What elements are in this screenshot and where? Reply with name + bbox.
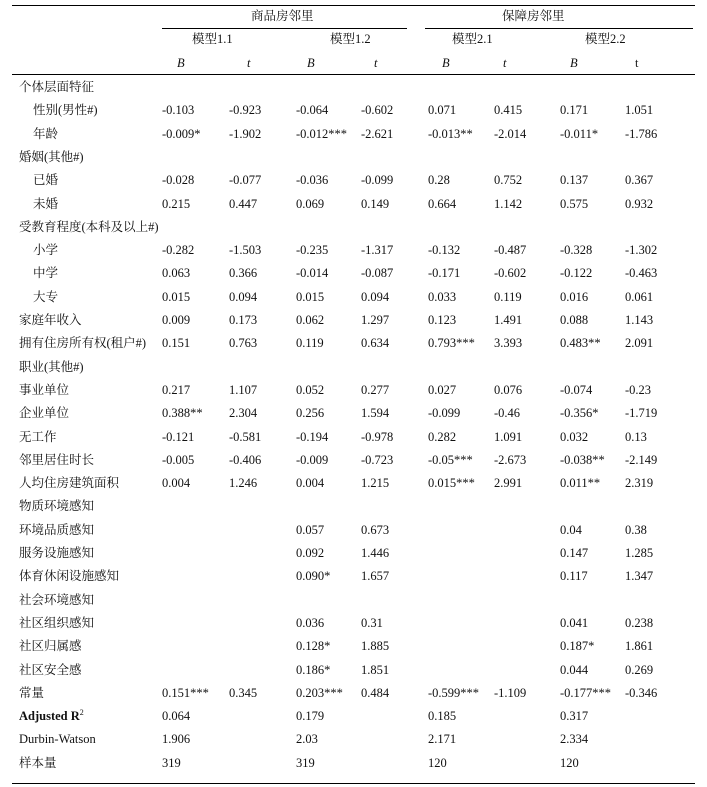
table-cell: 1.091 (494, 430, 523, 444)
group-header-commercial: 商品房邻里 (251, 9, 314, 23)
table-cell: 0.009 (162, 313, 191, 327)
table-cell: -1.109 (494, 686, 527, 700)
table-cell: 0.004 (296, 476, 325, 490)
table-cell: 0.484 (361, 686, 390, 700)
table-cell: 120 (560, 756, 579, 770)
table-cell: 0.147 (560, 546, 589, 560)
table-cell: -0.328 (560, 243, 593, 257)
table-cell: 0.041 (560, 616, 589, 630)
table-cell: 1.657 (361, 569, 390, 583)
table-cell: 0.016 (560, 290, 589, 304)
table-cell: 2.991 (494, 476, 523, 490)
table-cell: 319 (296, 756, 315, 770)
table-cell: 1.051 (625, 103, 654, 117)
table-cell: 1.215 (361, 476, 390, 490)
table-cell: 0.088 (560, 313, 589, 327)
table-cell: 319 (162, 756, 181, 770)
row-label-text: 中学 (33, 266, 59, 280)
row-label (19, 638, 82, 654)
row-label (19, 219, 159, 235)
table-cell: 1.297 (361, 313, 390, 327)
table-cell: -0.282 (162, 243, 195, 257)
row-label-text: 受教育程度(本科及以上#) (19, 220, 159, 234)
table-cell: -0.132 (428, 243, 461, 257)
table-cell: 1.107 (229, 383, 258, 397)
table-cell: 0.151 (162, 336, 191, 350)
table-cell: 0.119 (296, 336, 324, 350)
table-cell: 0.277 (361, 383, 390, 397)
table-cell: -0.978 (361, 430, 394, 444)
table-cell: -0.23 (625, 383, 652, 397)
row-label-text: 年龄 (33, 127, 59, 141)
table-cell: 0.119 (494, 290, 522, 304)
table-cell: 2.304 (229, 406, 258, 420)
table-cell: 0.28 (428, 173, 450, 187)
table-cell: 1.861 (625, 639, 654, 653)
row-label (19, 452, 94, 468)
table-cell: 0.036 (296, 616, 325, 630)
table-cell: 0.071 (428, 103, 457, 117)
table-cell: 0.179 (296, 709, 325, 723)
model-header: 模型1.2 (330, 32, 371, 46)
table-cell: 0.217 (162, 383, 191, 397)
table-cell: 0.38 (625, 523, 647, 537)
row-label (33, 126, 58, 142)
table-cell: 0.015 (296, 290, 325, 304)
table-cell: 0.187* (560, 639, 595, 653)
table-cell: 0.634 (361, 336, 390, 350)
table-cell: 0.345 (229, 686, 258, 700)
table-cell: 1.851 (361, 663, 390, 677)
table-cell: 0.094 (361, 290, 390, 304)
stat-header: B (177, 56, 185, 70)
row-label (19, 335, 146, 351)
row-label (33, 242, 58, 258)
table-cell: -0.013** (428, 127, 473, 141)
table-cell: 0.673 (361, 523, 390, 537)
row-label-text: 体育休闲设施感知 (19, 569, 120, 583)
row-label-text: 常量 (19, 686, 45, 700)
table-cell: 0.752 (494, 173, 523, 187)
table-cell: 0.090* (296, 569, 331, 583)
table-cell: -0.036 (296, 173, 329, 187)
table-cell: -0.487 (494, 243, 527, 257)
table-cell: 0.123 (428, 313, 457, 327)
table-cell: -0.011* (560, 127, 599, 141)
row-label (19, 755, 57, 771)
model-header: 模型2.2 (585, 32, 626, 46)
row-label (19, 708, 84, 724)
group-rule-commercial (162, 28, 407, 29)
row-label (19, 615, 94, 631)
table-cell: -2.621 (361, 127, 394, 141)
table-cell: 0.076 (494, 383, 523, 397)
table-cell: -0.009* (162, 127, 201, 141)
row-label (19, 429, 57, 445)
table-cell: -0.602 (494, 266, 527, 280)
row-label-text: 样本量 (19, 756, 57, 770)
row-label-text: 社区组织感知 (19, 616, 95, 630)
table-cell: 0.415 (494, 103, 523, 117)
table-cell: 0.04 (560, 523, 582, 537)
table-cell: 0.149 (361, 197, 390, 211)
table-cell: 2.03 (296, 732, 318, 746)
table-cell: -2.149 (625, 453, 658, 467)
row-label-text: 家庭年收入 (19, 313, 82, 327)
row-label (19, 312, 82, 328)
table-cell: -0.46 (494, 406, 521, 420)
row-label-text: 企业单位 (19, 406, 70, 420)
row-label-text: Adjusted R (19, 709, 80, 723)
table-cell: -0.103 (162, 103, 195, 117)
table-cell: 0.238 (625, 616, 654, 630)
table-cell: 0.932 (625, 197, 654, 211)
row-label-text: 大专 (33, 290, 59, 304)
table-cell: -1.317 (361, 243, 394, 257)
table-cell: 1.446 (361, 546, 390, 560)
table-cell: 0.269 (625, 663, 654, 677)
row-label (33, 265, 58, 281)
row-label (33, 289, 58, 305)
table-cell: 0.137 (560, 173, 589, 187)
table-cell: 0.015*** (428, 476, 475, 490)
table-cell: 1.285 (625, 546, 654, 560)
table-cell: 0.173 (229, 313, 258, 327)
table-cell: 0.011** (560, 476, 601, 490)
table-cell: -0.581 (229, 430, 262, 444)
table-cell: -0.099 (428, 406, 461, 420)
table-cell: 2.171 (428, 732, 457, 746)
row-label (19, 149, 84, 165)
stat-header: t (374, 56, 378, 70)
row-label (19, 522, 94, 538)
table-cell: 1.246 (229, 476, 258, 490)
table-cell: 0.31 (361, 616, 383, 630)
row-label-text: 无工作 (19, 430, 57, 444)
row-label-text: 环境品质感知 (19, 523, 95, 537)
row-label-text: 个体层面特征 (19, 80, 95, 94)
table-cell: -0.463 (625, 266, 658, 280)
table-cell: 0.447 (229, 197, 258, 211)
table-cell: -0.599*** (428, 686, 480, 700)
row-label (19, 359, 84, 375)
table-cell: -1.719 (625, 406, 658, 420)
table-cell: 0.13 (625, 430, 647, 444)
table-cell: -0.923 (229, 103, 262, 117)
table-cell: -0.074 (560, 383, 593, 397)
table-cell: -0.012*** (296, 127, 348, 141)
table-cell: 0.062 (296, 313, 325, 327)
row-label (33, 102, 98, 118)
table-cell: 0.388** (162, 406, 203, 420)
table-cell: -1.786 (625, 127, 658, 141)
table-cell: 0.282 (428, 430, 457, 444)
table-cell: 0.052 (296, 383, 325, 397)
row-label-text: 服务设施感知 (19, 546, 95, 560)
table-cell: 1.347 (625, 569, 654, 583)
group-header-affordable: 保障房邻里 (502, 9, 565, 23)
stat-header: B (570, 56, 578, 70)
row-label-text: 人均住房建筑面积 (19, 476, 120, 490)
row-label (19, 568, 119, 584)
table-cell: -0.005 (162, 453, 195, 467)
table-cell: 2.091 (625, 336, 654, 350)
table-cell: 0.032 (560, 430, 589, 444)
table-cell: 0.004 (162, 476, 191, 490)
bottom-rule (12, 783, 695, 784)
table-cell: -0.028 (162, 173, 195, 187)
table-cell: 0.793*** (428, 336, 475, 350)
row-label-text: 已婚 (33, 173, 59, 187)
table-cell: 0.171 (560, 103, 589, 117)
table-cell: 0.061 (625, 290, 654, 304)
table-cell: 0.185 (428, 709, 457, 723)
table-cell: -0.014 (296, 266, 329, 280)
table-cell: 0.367 (625, 173, 654, 187)
row-label (33, 196, 58, 212)
stat-header: t (503, 56, 507, 70)
table-cell: 1.906 (162, 732, 191, 746)
table-cell: -0.077 (229, 173, 262, 187)
row-label (19, 545, 94, 561)
table-cell: 0.063 (162, 266, 191, 280)
table-cell: 0.317 (560, 709, 589, 723)
row-label-text: 拥有住房所有权(租户#) (19, 336, 147, 350)
table-cell: -1.902 (229, 127, 262, 141)
row-label (19, 731, 96, 747)
row-label (33, 172, 58, 188)
row-label (19, 79, 94, 95)
table-cell: -0.602 (361, 103, 394, 117)
table-cell: 0.763 (229, 336, 258, 350)
table-cell: -0.064 (296, 103, 329, 117)
row-label-text: 社区归属感 (19, 639, 82, 653)
table-cell: 1.885 (361, 639, 390, 653)
row-label-text: 未婚 (33, 197, 59, 211)
table-cell: -0.121 (162, 430, 195, 444)
table-cell: 0.069 (296, 197, 325, 211)
row-label (19, 382, 69, 398)
stat-header: t (635, 56, 639, 70)
table-cell: 0.366 (229, 266, 258, 280)
table-cell: 0.203*** (296, 686, 343, 700)
table-cell: 0.483** (560, 336, 601, 350)
row-label-text: 小学 (33, 243, 59, 257)
table-cell: 0.064 (162, 709, 191, 723)
model-header: 模型2.1 (452, 32, 493, 46)
table-cell: 0.215 (162, 197, 191, 211)
table-cell: 0.092 (296, 546, 325, 560)
table-cell: 2.319 (625, 476, 654, 490)
table-cell: -2.673 (494, 453, 527, 467)
row-label-text: 事业单位 (19, 383, 70, 397)
group-rule-affordable (425, 28, 693, 29)
table-cell: -0.099 (361, 173, 394, 187)
header-rule (12, 74, 695, 75)
row-label (19, 592, 94, 608)
table-cell: 0.186* (296, 663, 331, 677)
table-cell: 0.664 (428, 197, 457, 211)
top-rule (12, 5, 695, 6)
table-cell: -0.356* (560, 406, 599, 420)
table-cell: 120 (428, 756, 447, 770)
stat-header: t (247, 56, 251, 70)
table-cell: 3.393 (494, 336, 523, 350)
table-cell: -0.194 (296, 430, 329, 444)
table-cell: -0.05*** (428, 453, 473, 467)
table-cell: 1.143 (625, 313, 654, 327)
table-cell: -0.122 (560, 266, 593, 280)
table-cell: -0.346 (625, 686, 658, 700)
row-label (19, 498, 94, 514)
row-label (19, 685, 44, 701)
table-cell: 0.151*** (162, 686, 209, 700)
table-cell: 0.128* (296, 639, 331, 653)
row-label-text: 社会环境感知 (19, 593, 95, 607)
table-cell: 0.575 (560, 197, 589, 211)
row-label-text: 物质环境感知 (19, 499, 95, 513)
table-cell: -0.009 (296, 453, 329, 467)
table-cell: -2.014 (494, 127, 527, 141)
row-label-text: 邻里居住时长 (19, 453, 95, 467)
table-cell: 0.015 (162, 290, 191, 304)
table-cell: 2.334 (560, 732, 589, 746)
row-label-text: Durbin-Watson (19, 732, 96, 746)
table-cell: -1.503 (229, 243, 262, 257)
row-label-text: 婚姻(其他#) (19, 150, 84, 164)
row-label-superscript: 2 (79, 708, 84, 717)
row-label-text: 性别(男性#) (33, 103, 98, 117)
table-cell: -0.406 (229, 453, 262, 467)
table-cell: 1.142 (494, 197, 523, 211)
table-cell: 1.491 (494, 313, 523, 327)
row-label (19, 475, 119, 491)
table-cell: -0.171 (428, 266, 461, 280)
table-cell: 0.027 (428, 383, 457, 397)
row-label-text: 社区安全感 (19, 663, 82, 677)
table-cell: 0.117 (560, 569, 588, 583)
stat-header: B (307, 56, 315, 70)
model-header: 模型1.1 (192, 32, 233, 46)
table-cell: -1.302 (625, 243, 658, 257)
table-cell: 0.256 (296, 406, 325, 420)
table-cell: -0.038** (560, 453, 605, 467)
row-label-text: 职业(其他#) (19, 360, 84, 374)
row-label (19, 662, 82, 678)
table-cell: 0.094 (229, 290, 258, 304)
table-cell: 0.033 (428, 290, 457, 304)
table-cell: 1.594 (361, 406, 390, 420)
table-cell: 0.057 (296, 523, 325, 537)
table-cell: -0.235 (296, 243, 329, 257)
table-cell: 0.044 (560, 663, 589, 677)
table-cell: -0.177*** (560, 686, 612, 700)
row-label (19, 405, 69, 421)
table-cell: -0.723 (361, 453, 394, 467)
stat-header: B (442, 56, 450, 70)
table-cell: -0.087 (361, 266, 394, 280)
